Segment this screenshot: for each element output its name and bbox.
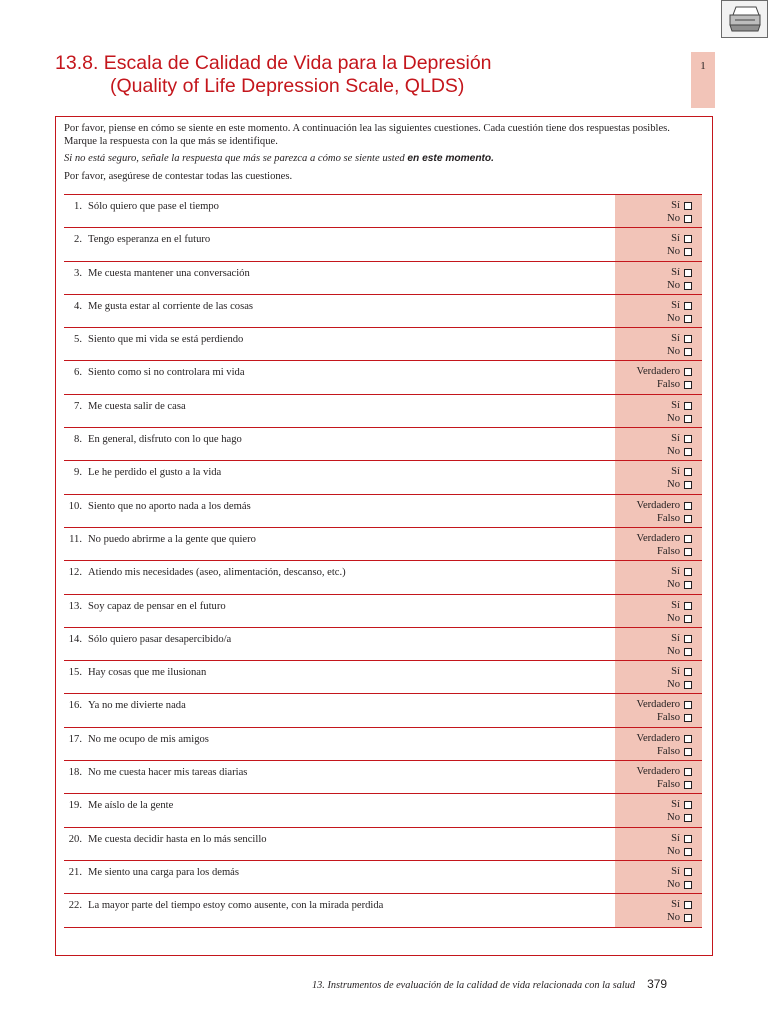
checkbox[interactable] (684, 881, 692, 889)
answer-option-2[interactable] (667, 879, 692, 891)
answer-option-1[interactable] (671, 666, 692, 678)
option-label: Sí (671, 466, 680, 478)
answer-option-1[interactable] (671, 433, 692, 445)
question-text: Me cuesta mantener una conversación (88, 267, 250, 279)
question-number: 2. (74, 234, 82, 246)
option-label: No (667, 279, 680, 291)
question-row (64, 262, 702, 295)
checkbox[interactable] (684, 215, 692, 223)
question-text: No me cuesta hacer mis tareas diarias (88, 767, 248, 779)
answer-cell (615, 561, 702, 593)
option-label: No (667, 812, 680, 824)
checkbox[interactable] (684, 835, 692, 843)
checkbox[interactable] (684, 901, 692, 909)
answer-option-2[interactable] (667, 213, 692, 225)
question-row (64, 861, 702, 894)
question-row (64, 228, 702, 261)
question-row (64, 761, 702, 794)
instructions-note (64, 153, 694, 166)
answer-option-2[interactable] (657, 779, 692, 791)
checkbox[interactable] (684, 801, 692, 809)
question-number: 7. (74, 400, 82, 412)
checkbox[interactable] (684, 515, 692, 523)
question-row (64, 828, 702, 861)
page-title (55, 52, 492, 98)
checkbox[interactable] (684, 368, 692, 376)
question-text: Hay cosas que me ilusionan (88, 667, 207, 679)
option-label: Sí (671, 899, 680, 911)
option-label: Sí (671, 333, 680, 345)
checkbox[interactable] (684, 302, 692, 310)
answer-option-2[interactable] (667, 812, 692, 824)
question-text: Sólo quiero pasar desapercibido/a (88, 633, 232, 645)
option-label: Sí (671, 865, 680, 877)
question-number: 9. (74, 467, 82, 479)
question-number: 22. (68, 900, 82, 912)
checkbox[interactable] (684, 548, 692, 556)
answer-option-1[interactable] (671, 600, 692, 612)
question-row (64, 428, 702, 461)
answer-option-1[interactable] (636, 699, 692, 711)
checkbox[interactable] (684, 235, 692, 243)
option-label: Sí (671, 233, 680, 245)
question-text: Sólo quiero que pase el tiempo (88, 201, 219, 212)
question-number: 10. (68, 500, 82, 512)
answer-cell (615, 661, 702, 693)
section-tab-number: 1 (700, 60, 706, 72)
question-text: Siento que mi vida se está perdiendo (88, 334, 244, 346)
answer-cell (615, 228, 702, 260)
question-row (64, 728, 702, 761)
answer-option-2[interactable] (667, 579, 692, 591)
checkbox[interactable] (684, 748, 692, 756)
question-number: 4. (74, 300, 82, 312)
question-text: Me cuesta decidir hasta en lo más sencillo (88, 833, 267, 845)
question-text: No puedo abrirme a la gente que quiero (88, 533, 256, 545)
option-label: No (667, 845, 680, 857)
checkbox[interactable] (684, 335, 692, 343)
question-text: Ya no me divierte nada (88, 700, 186, 712)
answer-option-2[interactable] (667, 846, 692, 858)
checkbox[interactable] (684, 248, 692, 256)
answer-option-2[interactable] (657, 546, 692, 558)
answer-option-1[interactable] (636, 533, 692, 545)
checkbox[interactable] (684, 602, 692, 610)
question-number: 16. (68, 700, 82, 712)
print-button[interactable] (721, 0, 768, 38)
page-footer (312, 977, 667, 991)
answer-cell (615, 595, 702, 627)
option-label: Sí (671, 266, 680, 278)
answer-option-2[interactable] (657, 712, 692, 724)
option-label: No (667, 412, 680, 424)
checkbox[interactable] (684, 315, 692, 323)
question-text: Tengo esperanza en el futuro (88, 234, 211, 246)
answer-option-1[interactable] (671, 566, 692, 578)
checkbox[interactable] (684, 635, 692, 643)
answer-option-2[interactable] (667, 280, 692, 292)
option-label: No (667, 679, 680, 691)
answer-cell (615, 628, 702, 660)
answer-option-2[interactable] (667, 413, 692, 425)
checkbox[interactable] (684, 381, 692, 389)
answer-option-1[interactable] (671, 799, 692, 811)
title-line-1: 13.8. Escala de Calidad de Vida para la Depresión (55, 52, 492, 74)
question-number: 11. (69, 533, 82, 545)
checkbox[interactable] (684, 202, 692, 210)
page-number: 379 (647, 977, 668, 991)
question-row (64, 328, 702, 361)
option-label: Falso (657, 745, 680, 757)
answer-cell (615, 262, 702, 294)
question-list (64, 194, 702, 928)
answer-option-1[interactable] (671, 899, 692, 911)
answer-cell (615, 361, 702, 393)
option-label: Falso (657, 379, 680, 391)
option-label: No (667, 645, 680, 657)
question-row (64, 561, 702, 594)
answer-option-1[interactable] (636, 366, 692, 378)
answer-cell (615, 528, 702, 560)
answer-cell (615, 728, 702, 760)
option-label: No (667, 612, 680, 624)
option-label: Falso (657, 512, 680, 524)
answer-cell (615, 395, 702, 427)
answer-option-1[interactable] (671, 267, 692, 279)
option-label: Sí (671, 566, 680, 578)
question-number: 5. (74, 334, 82, 346)
question-row (64, 694, 702, 727)
option-label: Falso (657, 545, 680, 557)
checkbox[interactable] (684, 648, 692, 656)
checkbox[interactable] (684, 468, 692, 476)
question-row (64, 495, 702, 528)
question-number: 21. (68, 866, 82, 878)
option-label: Verdadero (636, 699, 680, 711)
question-number: 15. (68, 667, 82, 679)
question-number: 20. (68, 833, 82, 845)
answer-option-1[interactable] (671, 300, 692, 312)
answer-cell (615, 694, 702, 726)
answer-option-1[interactable] (671, 233, 692, 245)
answer-cell (615, 461, 702, 493)
instructions-text: Por favor, piense en cómo se siente en este momento. A continuación lea las siguientes cuestiones. Cada cuestión tiene dos respuestas posibles. Marque la respuesta con la que más se identifique. (64, 123, 670, 147)
question-text: Me gusta estar al corriente de las cosas (88, 300, 254, 312)
option-label: No (667, 346, 680, 358)
answer-option-2[interactable] (657, 379, 692, 391)
question-text: Le he perdido el gusto a la vida (88, 467, 222, 479)
option-label: Falso (657, 779, 680, 791)
answer-option-2[interactable] (667, 313, 692, 325)
answer-option-2[interactable] (667, 346, 692, 358)
checkbox[interactable] (684, 502, 692, 510)
checkbox[interactable] (684, 814, 692, 822)
checkbox[interactable] (684, 535, 692, 543)
question-row (64, 295, 702, 328)
question-row (64, 528, 702, 561)
question-row (64, 661, 702, 694)
question-text: Siento como si no controlara mi vida (88, 367, 245, 379)
question-text: Me aíslo de la gente (88, 800, 174, 812)
answer-option-2[interactable] (667, 912, 692, 924)
option-label: Verdadero (636, 732, 680, 744)
question-number: 19. (68, 800, 82, 812)
note-italic: Si no está seguro, señale la respuesta que más se parezca a cómo se siente usted (64, 153, 408, 165)
answer-cell (615, 794, 702, 826)
question-row (64, 361, 702, 394)
option-label: No (667, 246, 680, 258)
checkbox[interactable] (684, 615, 692, 623)
checkbox[interactable] (684, 269, 692, 277)
checkbox[interactable] (684, 282, 692, 290)
checkbox[interactable] (684, 568, 692, 576)
answer-cell (615, 894, 702, 926)
answer-option-1[interactable] (636, 766, 692, 778)
option-label: Sí (671, 599, 680, 611)
answer-option-2[interactable] (667, 246, 692, 258)
option-label: Sí (671, 299, 680, 311)
option-label: Verdadero (636, 366, 680, 378)
question-text: En general, disfruto con lo que hago (88, 434, 242, 446)
question-number: 18. (68, 767, 82, 779)
answer-option-2[interactable] (667, 679, 692, 691)
question-row (64, 794, 702, 827)
question-text: Me siento una carga para los demás (88, 866, 240, 878)
question-text: Siento que no aporto nada a los demás (88, 500, 251, 512)
option-label: Falso (657, 712, 680, 724)
option-label: Sí (671, 632, 680, 644)
checkbox[interactable] (684, 868, 692, 876)
answer-cell (615, 861, 702, 893)
checkbox[interactable] (684, 448, 692, 456)
answer-option-2[interactable] (667, 646, 692, 658)
question-row (64, 461, 702, 494)
question-number: 17. (68, 733, 82, 745)
option-label: No (667, 213, 680, 224)
checkbox[interactable] (684, 681, 692, 689)
checkbox[interactable] (684, 481, 692, 489)
option-label: Verdadero (636, 532, 680, 544)
option-label: Sí (671, 666, 680, 678)
answer-option-1[interactable] (671, 200, 692, 212)
answer-option-2[interactable] (657, 513, 692, 525)
option-label: Sí (671, 832, 680, 844)
question-number: 12. (68, 567, 82, 579)
option-label: No (667, 446, 680, 458)
answer-option-1[interactable] (636, 733, 692, 745)
questionnaire-form (55, 116, 713, 956)
answer-cell (615, 495, 702, 527)
checkbox[interactable] (684, 735, 692, 743)
checkbox[interactable] (684, 914, 692, 922)
answer-option-1[interactable] (671, 633, 692, 645)
option-label: No (667, 579, 680, 591)
checkbox[interactable] (684, 668, 692, 676)
answer-option-1[interactable] (671, 333, 692, 345)
question-text: Me cuesta salir de casa (88, 400, 186, 412)
section-tab (691, 52, 715, 108)
printer-icon (722, 1, 767, 37)
footer-caption: 13. Instrumentos de evaluación de la calidad de vida relacionada con la salud (312, 980, 636, 991)
question-text: No me ocupo de mis amigos (88, 733, 209, 745)
question-text: La mayor parte del tiempo estoy como ausente, con la mirada perdida (88, 900, 384, 912)
question-row (64, 628, 702, 661)
question-number: 3. (74, 267, 82, 279)
answer-option-1[interactable] (671, 866, 692, 878)
answer-cell (615, 195, 702, 227)
answer-cell (615, 828, 702, 860)
option-label: No (667, 878, 680, 890)
checkbox[interactable] (684, 768, 692, 776)
option-label: No (667, 312, 680, 324)
question-text: Atiendo mis necesidades (aseo, alimentación, descanso, etc.) (88, 567, 346, 579)
checkbox[interactable] (684, 701, 692, 709)
answer-option-1[interactable] (636, 500, 692, 512)
option-label: Verdadero (636, 766, 680, 778)
question-number: 8. (74, 434, 82, 446)
answer-option-1[interactable] (671, 833, 692, 845)
question-row (64, 195, 702, 228)
answer-cell (615, 428, 702, 460)
checkbox[interactable] (684, 781, 692, 789)
checkbox[interactable] (684, 714, 692, 722)
answer-cell (615, 295, 702, 327)
option-label: Sí (671, 799, 680, 811)
option-label: Sí (671, 399, 680, 411)
answer-option-2[interactable] (667, 479, 692, 491)
checkbox[interactable] (684, 435, 692, 443)
answer-cell (615, 761, 702, 793)
title-line-2: (Quality of Life Depression Scale, QLDS) (110, 75, 465, 97)
answer-option-1[interactable] (671, 400, 692, 412)
answer-option-1[interactable] (671, 466, 692, 478)
checkbox[interactable] (684, 402, 692, 410)
note-bold: en este momento. (407, 153, 494, 165)
question-number: 1. (74, 201, 82, 212)
question-row (64, 395, 702, 428)
answer-option-2[interactable] (657, 746, 692, 758)
option-label: No (667, 479, 680, 491)
question-number: 13. (68, 600, 82, 612)
checkbox[interactable] (684, 415, 692, 423)
option-label: Sí (671, 200, 680, 211)
option-label: Verdadero (636, 499, 680, 511)
question-row (64, 894, 702, 927)
question-number: 6. (74, 367, 82, 379)
checkbox[interactable] (684, 848, 692, 856)
checkbox[interactable] (684, 348, 692, 356)
answer-cell (615, 328, 702, 360)
question-number: 14. (68, 633, 82, 645)
question-text: Soy capaz de pensar en el futuro (88, 600, 226, 612)
option-label: Sí (671, 433, 680, 445)
checkbox[interactable] (684, 581, 692, 589)
answer-option-2[interactable] (667, 613, 692, 625)
question-row (64, 595, 702, 628)
answer-option-2[interactable] (667, 446, 692, 458)
instructions-reminder: Por favor, asegúrese de contestar todas las cuestiones. (64, 170, 293, 182)
instructions (64, 123, 694, 188)
option-label: No (667, 912, 680, 924)
